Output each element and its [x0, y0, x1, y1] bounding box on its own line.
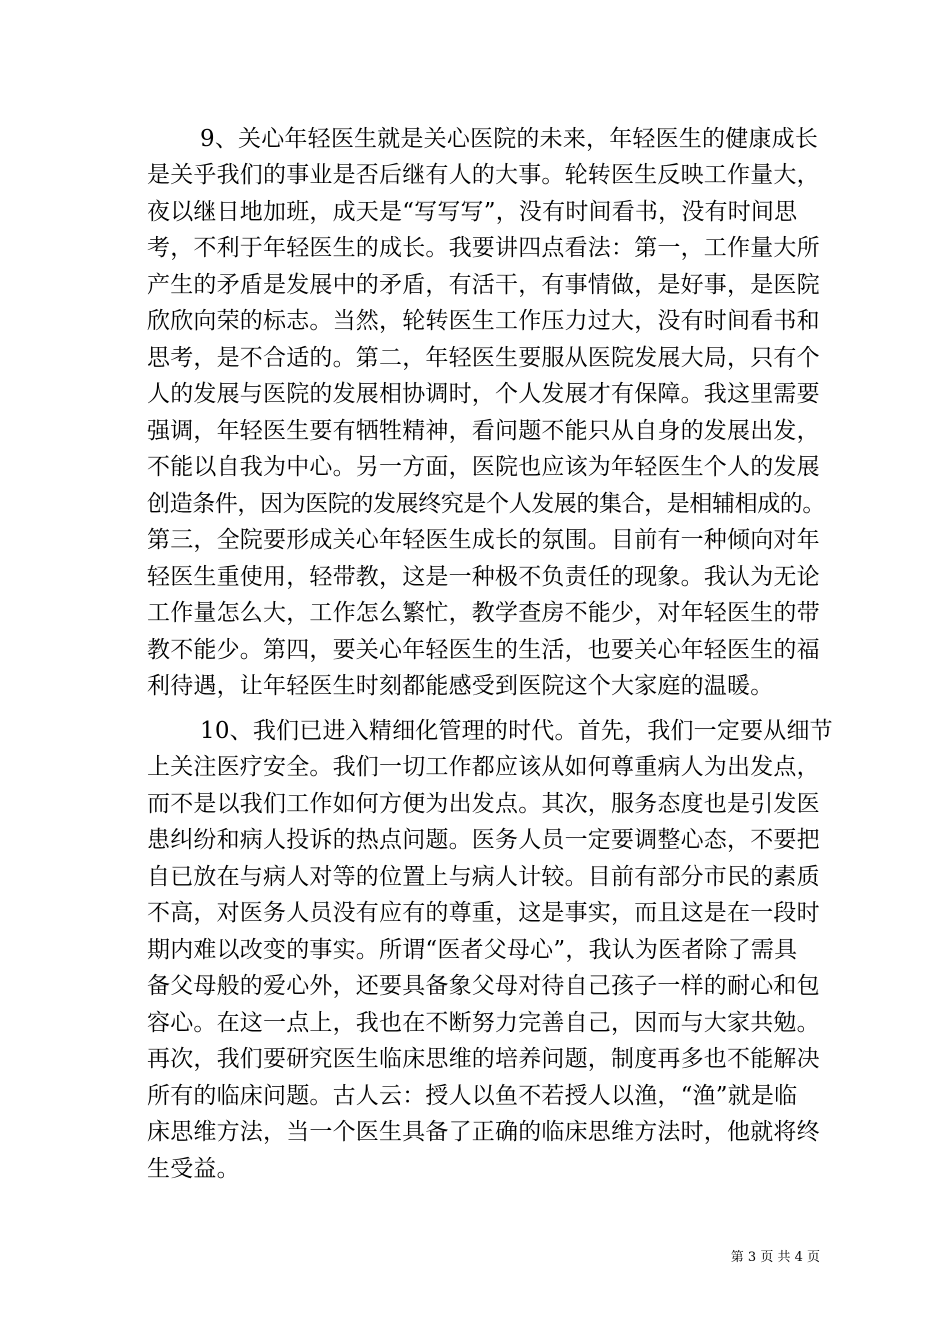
text-line: 欣欣向荣的标志。当然，轮转医生工作压力过大，没有时间看书和	[147, 308, 820, 334]
text-line: 是关乎我们的事业是否后继有人的大事。轮转医生反映工作量大，	[147, 162, 820, 188]
text-line: 患纠纷和病人投诉的热点问题。医务人员一定要调整心态，不要把	[147, 827, 820, 853]
text-line: 利待遇，让年轻医生时刻都能感受到医院这个大家庭的温暖。	[147, 673, 774, 699]
text-line: 不高，对医务人员没有应有的尊重，这是事实，而且这是在一段时	[147, 900, 820, 926]
page-number: 第 3 页 共 4 页	[730, 1250, 820, 1265]
text-line: 生受益。	[147, 1156, 240, 1182]
text-line: 9、关心年轻医生就是关心医院的未来，年轻医生的健康成长	[200, 126, 819, 152]
text-line: 床思维方法，当一个医生具备了正确的临床思维方法时，他就将终	[147, 1119, 820, 1145]
text-line: 不能以自我为中心。另一方面，医院也应该为年轻医生个人的发展	[147, 454, 820, 480]
text-line: 人的发展与医院的发展相协调时，个人发展才有保障。我这里需要	[147, 381, 820, 407]
text-line: 第三，全院要形成关心年轻医生成长的氛围。目前有一种倾向对年	[147, 527, 820, 553]
text-line: 容心。在这一点上，我也在不断努力完善自己，因而与大家共勉。	[147, 1010, 820, 1036]
text-line: 教不能少。第四，要关心年轻医生的生活，也要关心年轻医生的福	[147, 637, 820, 663]
text-line: 夜以继日地加班，成天是“写写写”，没有时间看书，没有时间思	[147, 199, 798, 225]
text-line: 10、我们已进入精细化管理的时代。首先，我们一定要从细节	[200, 718, 833, 744]
text-line: 期内难以改变的事实。所谓“医者父母心”，我认为医者除了需具	[147, 937, 798, 963]
text-line: 创造条件，因为医院的发展终究是个人发展的集合，是相辅相成的。	[147, 491, 826, 517]
text-line: 所有的临床问题。古人云：授人以鱼不若授人以渔，“渔”就是临	[147, 1083, 798, 1109]
text-line: 而不是以我们工作如何方便为出发点。其次，服务态度也是引发医	[147, 791, 820, 817]
text-line: 自已放在与病人对等的位置上与病人计较。目前有部分市民的素质	[147, 864, 820, 890]
text-line: 考，不利于年轻医生的成长。我要讲四点看法：第一，工作量大所	[147, 235, 820, 261]
text-line: 思考，是不合适的。第二，年轻医生要服从医院发展大局，只有个	[147, 345, 820, 371]
text-line: 产生的矛盾是发展中的矛盾，有活干，有事情做，是好事，是医院	[147, 272, 820, 298]
text-line: 再次，我们要研究医生临床思维的培养问题，制度再多也不能解决	[147, 1046, 820, 1072]
text-line: 工作量怎么大，工作怎么繁忙，教学查房不能少，对年轻医生的带	[147, 600, 820, 626]
text-line: 备父母般的爱心外，还要具备象父母对待自己孩子一样的耐心和包	[147, 973, 820, 999]
text-line: 轻医生重使用，轻带教，这是一种极不负责任的现象。我认为无论	[147, 564, 820, 590]
text-line: 上关注医疗安全。我们一切工作都应该从如何尊重病人为出发点，	[147, 754, 820, 780]
text-line: 强调，年轻医生要有牺牲精神，看问题不能只从自身的发展出发，	[147, 418, 820, 444]
